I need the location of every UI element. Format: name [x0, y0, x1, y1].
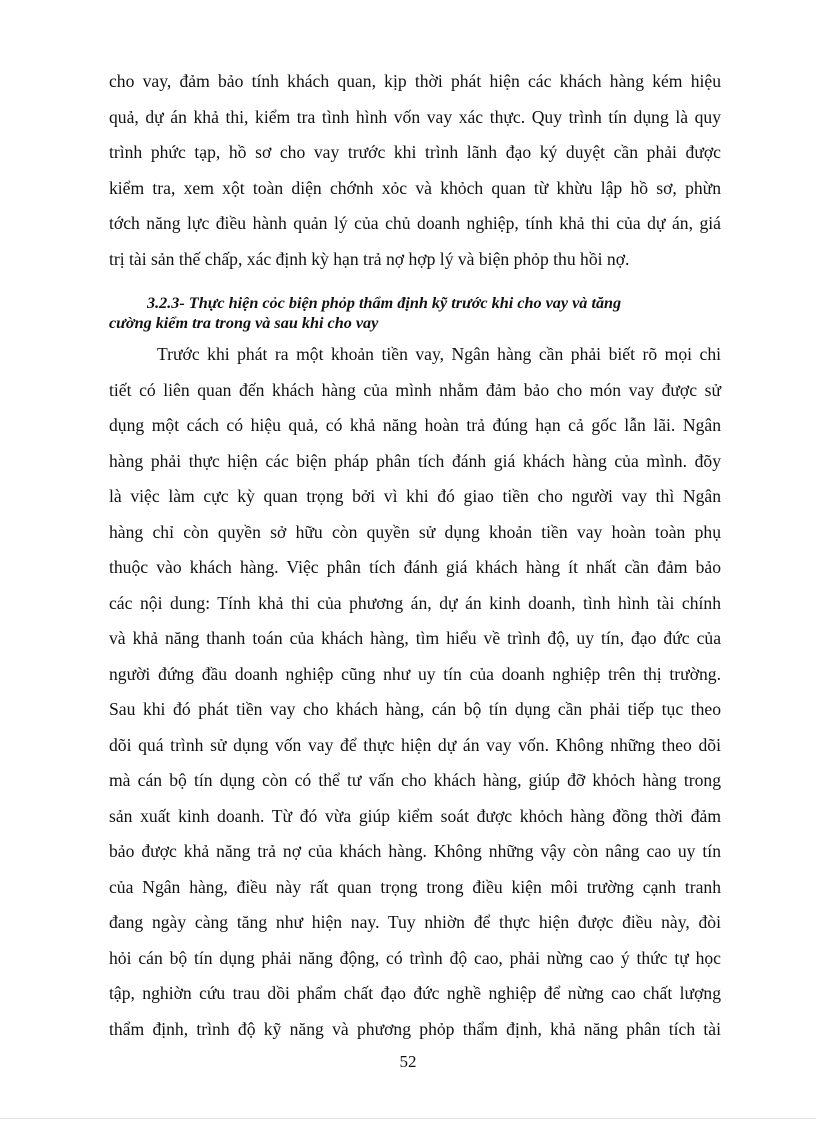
paragraph-line: hàng chỉ còn quyền sở hữu còn quyền sử dụng khoản tiền vay hoàn toàn phụ: [109, 521, 721, 542]
paragraph-line: là việc làm cực kỳ quan trọng bởi vì khi đó giao tiền cho người vay thì Ngân: [109, 486, 721, 506]
paragraph-line: sản xuất kinh doanh. Từ đó vừa giúp kiểm soát được khỏch hàng đồng thời đảm: [109, 805, 721, 826]
paragraph-line: bảo được khả năng trả nợ của khách hàng. Không những vậy còn nâng cao uy tín: [109, 841, 721, 861]
page-number: 52: [399, 1052, 417, 1071]
paragraph-line: của Ngân hàng, điều này rất quan trọng trong điều kiện môi trường cạnh tranh: [109, 876, 721, 897]
paragraph-line: tớch năng lực điều hành quản lý của chủ doanh nghiệp, tính khả thi của dự án, giá: [109, 213, 721, 233]
paragraph-line: Sau khi đó phát tiền vay cho khách hàng, cán bộ tín dụng cần phải tiếp tục theo: [109, 699, 721, 719]
section-heading-line: cường kiểm tra trong và sau khi cho vay: [109, 314, 379, 332]
paragraph-line: kiểm tra, xem xột toàn diện chớnh xỏc và khỏch quan từ khừu lập hồ sơ, phừn: [109, 177, 721, 198]
paragraph-line: thuộc vào khách hàng. Việc phân tích đánh giá khách hàng ít nhất cần đảm bảo: [109, 557, 721, 577]
paragraph-line: thẩm định, trình độ kỹ năng và phương phỏp thẩm định, khả năng phân tích tài: [109, 1018, 721, 1039]
paragraph-line: các nội dung: Tính khả thi của phương án, dự án kinh doanh, tình hình tài chính: [109, 592, 721, 613]
paragraph-top: [109, 64, 721, 277]
paragraph-line: trình phức tạp, hồ sơ cho vay trước khi trình lãnh đạo ký duyệt cần phải được: [109, 142, 721, 162]
paragraph-line: tập, nghiờn cứu trau dồi phẩm chất đạo đức nghề nghiệp để nừng cao chất lượng: [109, 983, 721, 1003]
paragraph-line: hỏi cán bộ tín dụng phải năng động, có trình độ cao, phải nừng cao ý thức tự học: [109, 947, 721, 968]
paragraph-line: đang ngày càng tăng như hiện nay. Tuy nhiờn để thực hiện được điều này, đòi: [109, 912, 721, 932]
paragraph-line: hàng phải thực hiện các biện pháp phân tích đánh giá khách hàng của mình. đõy: [109, 450, 721, 471]
section-heading: [109, 293, 721, 333]
section-heading-line: 3.2.3- Thực hiện cỏc biện phỏp thẩm định kỹ trước khi cho vay và tăng: [147, 294, 622, 312]
paragraph-line: dụng một cách có hiệu quả, có khả năng hoàn trả đúng hạn cả gốc lẫn lãi. Ngân: [109, 415, 721, 435]
paragraph-line: quả, dự án khả thi, kiểm tra tình hình vốn vay xác thực. Quy trình tín dụng là quy: [109, 106, 721, 127]
paragraph-line: mà cán bộ tín dụng còn có thể tư vấn cho khách hàng, giúp đỡ khỏch hàng trong: [109, 770, 721, 790]
paragraph-line: cho vay, đảm bảo tính khách quan, kịp thời phát hiện các khách hàng kém hiệu: [109, 71, 721, 91]
paragraph-line: dõi quá trình sử dụng vốn vay để thực hiện dự án vay vốn. Không những theo dõi: [109, 734, 721, 755]
page-bottom-divider: [0, 1118, 816, 1119]
paragraph-line: và khả năng thanh toán của khách hàng, tìm hiểu về trình độ, uy tín, đạo đức của: [109, 628, 721, 648]
paragraph-main: [109, 337, 721, 1047]
paragraph-line: Trước khi phát ra một khoản tiền vay, Ngân hàng cần phải biết rõ mọi chi: [157, 344, 721, 364]
paragraph-line: người đứng đầu doanh nghiệp cũng như uy tín của doanh nghiệp trên thị trường.: [109, 663, 721, 684]
paragraph-line: trị tài sản thế chấp, xác định kỳ hạn trả nợ hợp lý và biện phỏp thu hồi nợ.: [109, 248, 630, 269]
paragraph-line: tiết có liên quan đến khách hàng của mình nhằm đảm bảo cho món vay được sử: [109, 379, 721, 400]
